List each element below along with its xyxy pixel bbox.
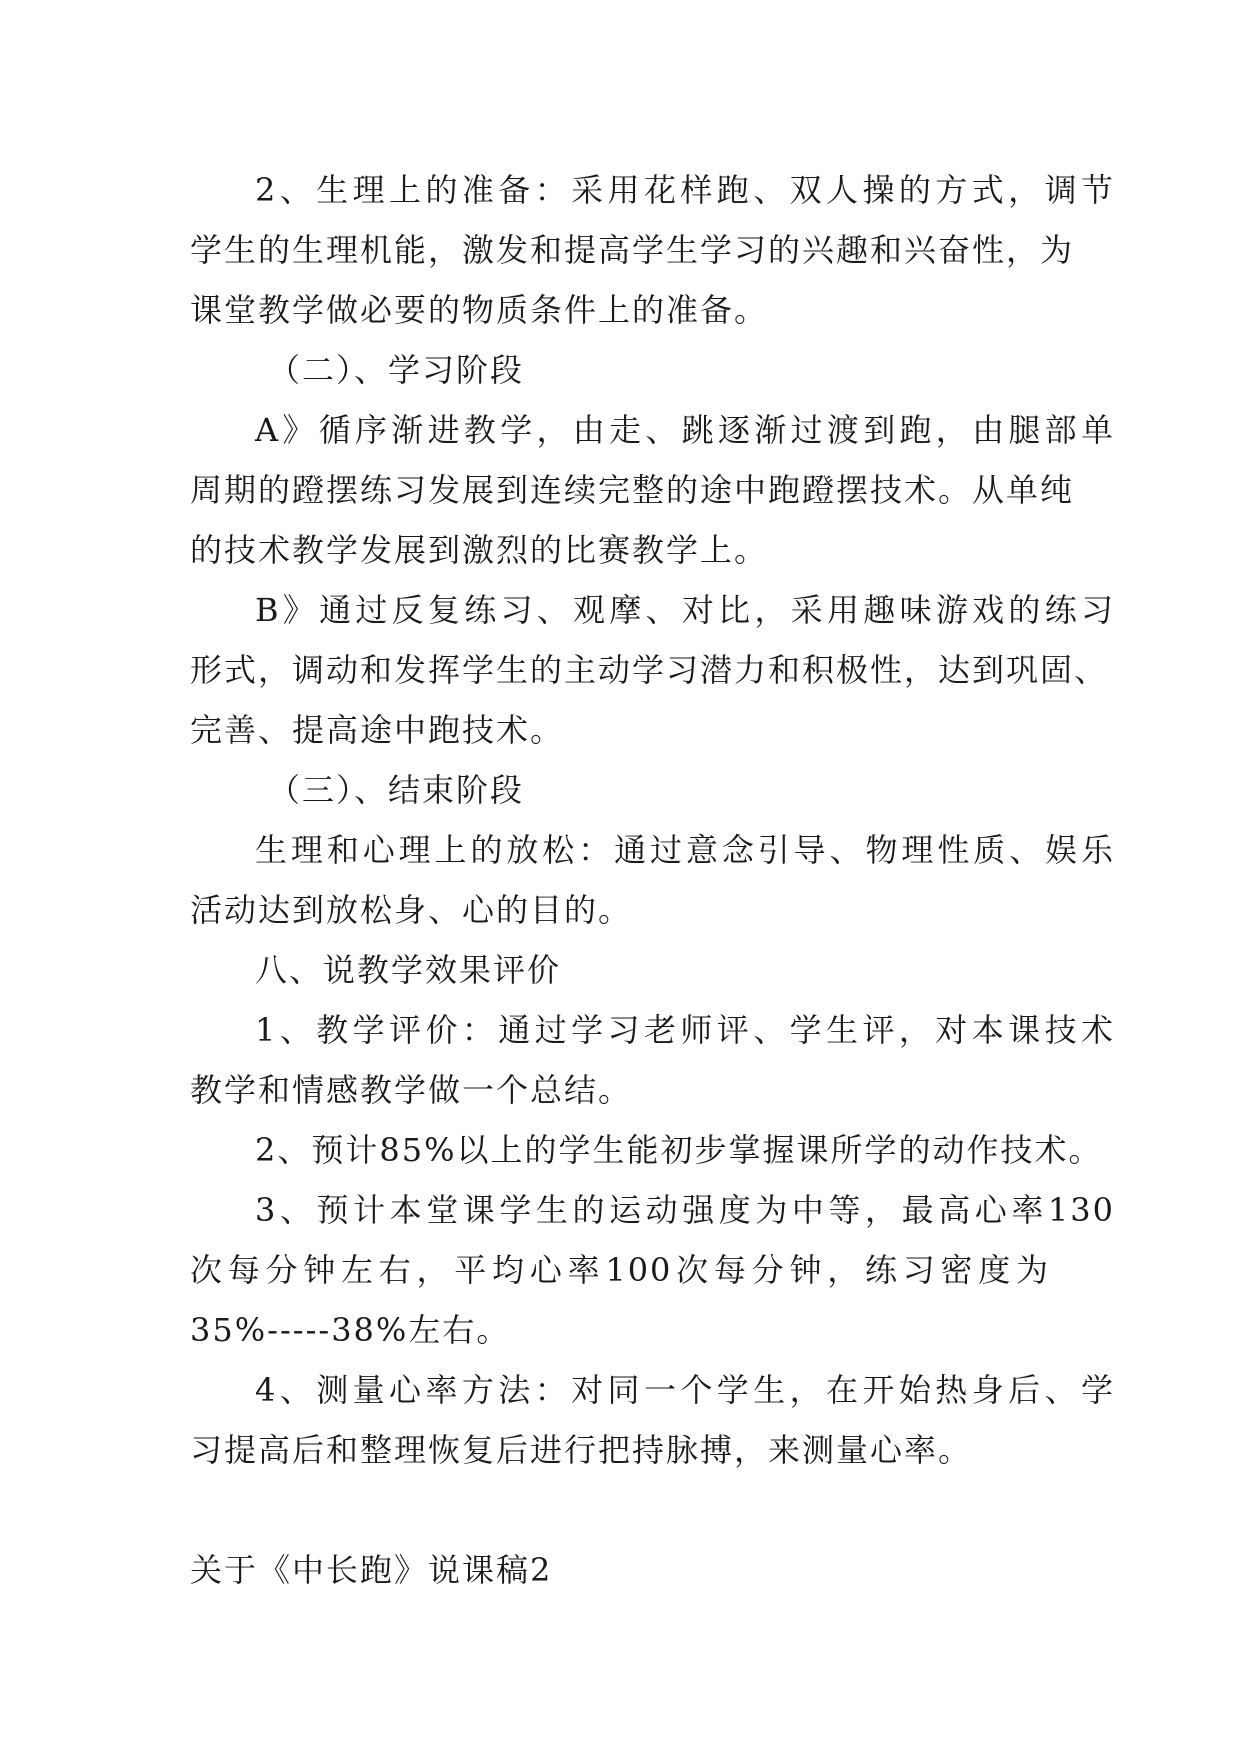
paragraph-line: 课堂教学做必要的物质条件上的准备。: [190, 291, 769, 329]
paragraph-line: 形式，调动和发挥学生的主动学习潜力和积极性，达到巩固、: [190, 651, 1109, 689]
paragraph-line: 2、预计85%以上的学生能初步掌握课所学的动作技术。: [255, 1131, 1103, 1169]
paragraph-line: 1、教学评价：通过学习老师评、学生评，对本课技术: [255, 1011, 1115, 1049]
paragraph-line: 的技术教学发展到激烈的比赛教学上。: [190, 531, 769, 569]
paragraph-line: 4、测量心率方法：对同一个学生，在开始热身后、学: [255, 1371, 1115, 1409]
section-heading: （二）、学习阶段: [268, 351, 525, 389]
document-title: 关于《中长跑》说课稿2: [190, 1551, 553, 1589]
paragraph-line: 次每分钟左右，平均心率100次每分钟，练习密度为: [190, 1251, 1050, 1289]
paragraph-line: 活动达到放松身、心的目的。: [190, 891, 633, 929]
paragraph-line: 生理和心理上的放松：通过意念引导、物理性质、娱乐: [255, 831, 1115, 869]
paragraph-line: B》通过反复练习、观摩、对比，采用趣味游戏的练习: [255, 591, 1115, 629]
paragraph-line: 习提高后和整理恢复后进行把持脉搏，来测量心率。: [190, 1431, 973, 1469]
paragraph-line: A》循序渐进教学，由走、跳逐渐过渡到跑，由腿部单: [255, 411, 1115, 449]
paragraph-line: 学生的生理机能，激发和提高学生学习的兴趣和兴奋性，为: [190, 231, 1075, 269]
paragraph-line: 3、预计本堂课学生的运动强度为中等，最高心率130: [255, 1191, 1115, 1229]
paragraph-line: 周期的蹬摆练习发展到连续完整的途中跑蹬摆技术。从单纯: [190, 471, 1075, 509]
section-heading: 八、说教学效果评价: [255, 951, 562, 989]
paragraph-line: 教学和情感教学做一个总结。: [190, 1071, 633, 1109]
paragraph-line: 完善、提高途中跑技术。: [190, 711, 565, 749]
paragraph-line: 2、生理上的准备：采用花样跑、双人操的方式，调节: [255, 171, 1115, 209]
section-heading: （三）、结束阶段: [268, 771, 525, 809]
paragraph-line: 35%-----38%左右。: [190, 1311, 511, 1349]
